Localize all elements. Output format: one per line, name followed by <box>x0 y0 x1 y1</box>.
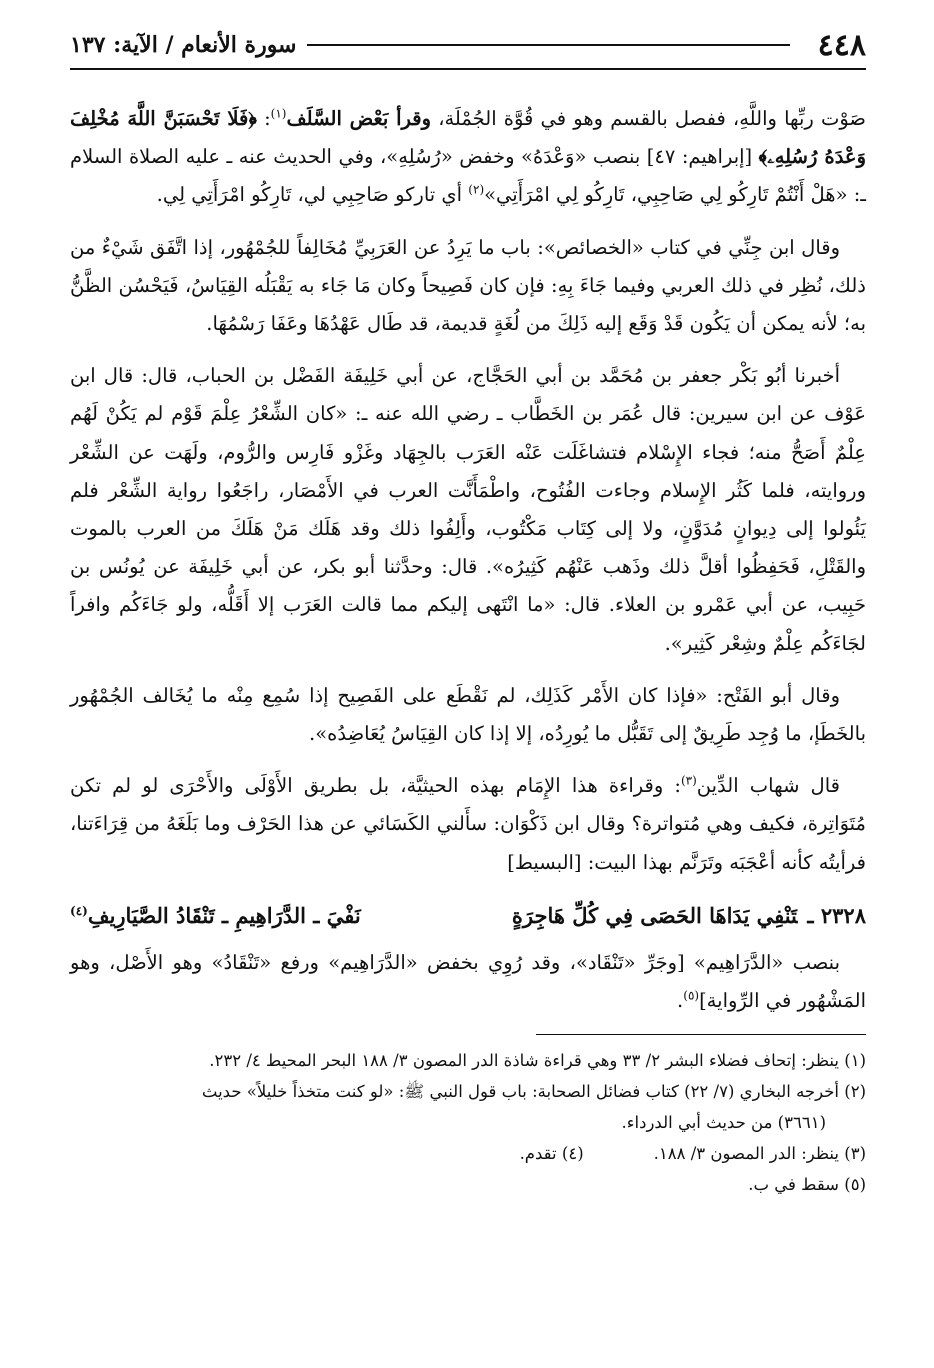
footnote-ref-2[interactable]: (٢) <box>468 182 485 197</box>
footnote-2-continuation: (٣٦٦١) من حديث أبي الدرداء. <box>621 1113 826 1133</box>
footnote-3: (٣) ينظر: الدر المصون ٣/ ١٨٨. <box>653 1144 866 1164</box>
text-span: بنصب «الدَّرَاهِيم» [وجَرِّ «تَنْقَاد»، وقد رُوِي بخفض «الدَّرَاهِيم» ورفع «تَنْقَادُ» وهو الأَصْل، وهو المَشْهُور في الرِّواية] <box>70 950 866 1013</box>
header-rule <box>307 44 790 46</box>
paragraph-6 <box>70 944 866 1020</box>
footnote-row <box>70 1138 866 1169</box>
footnote-1: (١) ينظر: إتحاف فضلاء البشر ٢/ ٣٣ وهي قراءة شاذة الدر المصون ٣/ ١٨٨ البحر المحيط ٤/ ٢٣٢. <box>209 1051 866 1071</box>
text-span: : وقراءة هذا الإِمَام بهذه الحيثيَّة، بل بطريق الأَوْلَى والأَحْرَى لو لم تكن مُتَوَاتِرة، فكيف وهي مُتواترة؟ وقال ابن ذَكْوَان: سأَلني الكَسَائي عن هذا الحَرْف وما بَلَغَهُ من قِرَاءَتنا، فرأيتُه كأنه أعْجَبَه وتَرَنَّم بهذا البيت: [البسيط] <box>70 774 866 874</box>
text-span: وقال أبو الفَتْح: «فإذا كان الأَمْر كَذَلِك، لم نَقْطَع على الفَصِيح إذا سُمِع مِنْه ما يُخَالف الجُمْهُور بالخَطَإ، ما وُجِد طَرِيقٌ إلى تَقَبُّل ما يُورِدُه، إلا إذا كان القِيَاسُ يُعَاضِدُه». <box>70 683 866 746</box>
page-number: ٤٤٨ <box>817 27 866 63</box>
running-title: سورة الأنعام / الآية: ١٣٧ <box>70 32 297 58</box>
text-span: أي تاركو صَاحِبِي لي، تَارِكُو امْرَأَتِي لِي. <box>156 183 469 207</box>
verse-hemistich-1: تَنْفِي يَدَاهَا الحَصَى فِي كُلِّ هَاجِرَةٍ <box>511 902 798 928</box>
footnote-5: (٥) سقط في ب. <box>748 1175 866 1195</box>
page-header <box>70 22 866 70</box>
verse-number: ٢٣٢٨ ـ <box>807 902 866 928</box>
text-span-bold: وقرأ بَعْض السَّلَف <box>286 107 432 130</box>
text-span: : <box>256 107 271 130</box>
paragraph-4 <box>70 677 866 753</box>
poetry-verse <box>70 896 866 936</box>
paragraph-3 <box>70 357 866 663</box>
text-span: قال شهاب الدِّين <box>696 774 840 798</box>
footnote-ref-4[interactable]: (٤) <box>70 903 88 918</box>
footnote-ref-1[interactable]: (١) <box>270 106 287 121</box>
footnote-2: (٢) أخرجه البخاري (٧/ ٢٢) كتاب فضائل الصحابة: باب قول النبي ﷺ: «لو كنت متخذاً خليلاً» حديث <box>201 1082 866 1102</box>
paragraph-5 <box>70 767 866 882</box>
text-span: أخبرنا أبُو بَكْر جعفر بن مُحَمَّد بن أبي الحَجَّاج، عن أبي خَلِيفَة الفَضْل بن الحباب، قال: قال ابن عَوْف عن ابن سيرين: قال عُمَر بن الخَطَّاب ـ رضي الله عنه ـ: «كان الشِّعْرُ عِلْمَ قَوْم لم يَكُنْ لَهُم عِلْمٌ أَصَحُّ منه؛ فجاء الإِسْلام فتشاغَلَت عَنْه العَرَب بالجِهَاد وغَزْو فَارِس والرُّوم، ولَهَت عن الشِّعْر وروايته، فلما كَثُر الإِسلام وجاءت الفُتُوح، واطْمَأَنَّت العرب في الأَمْصَار، راجَعُوا رواية الشِّعْر فلم يَئُولوا إلى دِيوانٍ مُدَوَّنٍ، ولا إلى كِتَاب مَكْتُوب، وأَلِفُوا ذلك وقد هَلَك مَنْ هَلَكَ من العرب بالموت والقَتْلِ، فَحَفِظُوا أقلَّ ذلك وذَهب عَنْهُم كَثِيرُه». قال: وحدَّثنا أبو بكر، عن أبي خَلِيفَة عن يُونُس بن حَبِيب، عن أبي عَمْرو بن العلاء. قال: «ما انْتَهى إليكم مما قالت العَرَب إلا أَقَلُّه، ولو جَاءَكُم وافراً لجَاءَكُم عِلْمٌ وشِعْر كَثِير». <box>70 364 866 655</box>
text-span: وقال ابن جِنِّي في كتاب «الخصائص»: باب ما يَرِدُ عن العَرَبِيِّ مُخَالِفاً للجُمْهُور، إذا اتَّفَق شَيْءٌ من ذلك، نُظِر في ذلك العربي وفيما جَاءَ بِهِ: فإن كان فَصِيحاً وكان مَا جَاء به يَقْبَلُه القِيَاسُ، فَيَحْسُن الظَّنُّ به؛ لأنه يمكن أن يَكُون قَدْ وَقَع إليه ذَلِكَ من لُغَةٍ قديمة، قد طَال عَهْدُهَا وعَفَا رَسْمُهَا. <box>70 235 866 336</box>
footnote-ref-5[interactable]: (٥) <box>683 988 700 1003</box>
body-text <box>70 100 866 1020</box>
footnote-ref-3[interactable]: (٣) <box>680 773 697 788</box>
footnote-separator <box>536 1034 866 1035</box>
footnote-4: (٤) تقدم. <box>519 1144 584 1164</box>
verse-hemistich-2: نَفْيَ ـ الدَّرَاهِيمِ ـ تَنْقَادُ الصَّيَارِيفِ <box>87 902 361 928</box>
text-span: [إبراهيم: ٤٧] بنصب «وَعْدَهُ» وخفض «رُسُلِهِ»، وفي الحديث عنه ـ عليه الصلاة السلام ـ: «هَلْ أَنْتُمْ تَارِكُو لِي صَاحِبِي، تَارِكُو لِي امْرَأَتِي» <box>70 145 866 207</box>
verse-first-half <box>512 896 866 936</box>
quran-quote: ﴿فَلَا تَحْسَبَنَّ اللَّهَ مُخْلِفَ وَعْدَهُ رُسُلِهِۦ﴾ <box>70 107 866 169</box>
footnotes <box>70 1045 866 1200</box>
paragraph-2 <box>70 229 866 344</box>
verse-second-half <box>70 896 361 936</box>
text-span: . <box>677 989 684 1013</box>
text-span: صَوْت ربِّها واللَّهِ، ففصل بالقسم وهو في قُوَّة الجُمْلَة، <box>431 107 866 130</box>
paragraph-1 <box>70 100 866 215</box>
